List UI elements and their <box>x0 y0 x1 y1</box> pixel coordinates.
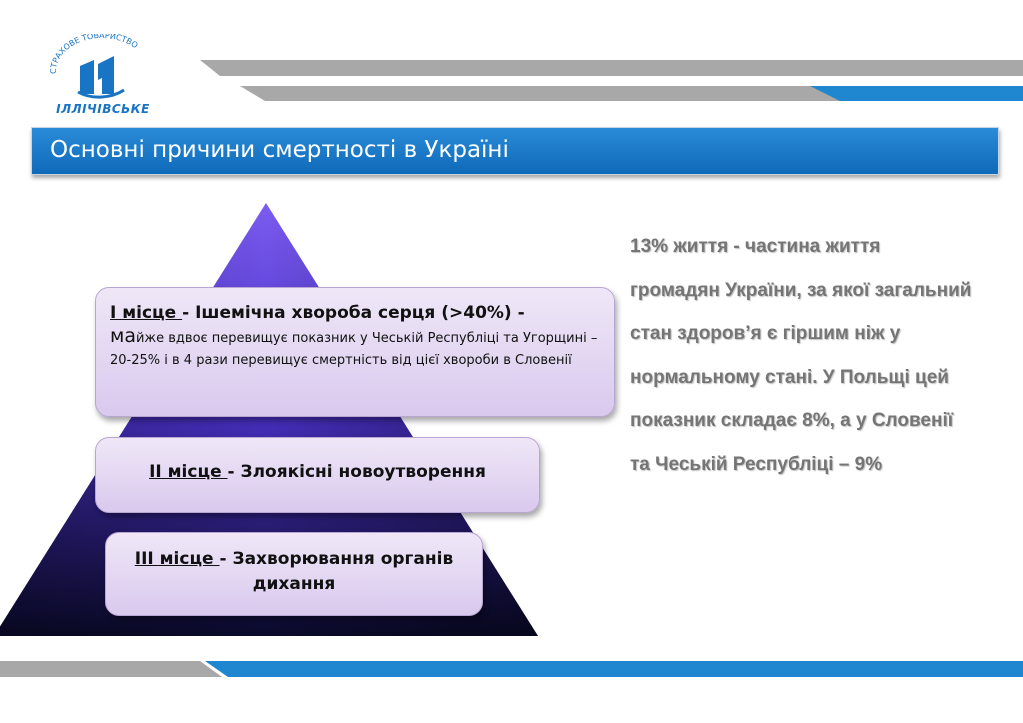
aside-text: 13% життя - частина життя громадян України, за якої загальний стан здоров’я є гіршим ніж у нормальному стані. У Польщі цей показник складає 8%, а у Словенії та Чеській Республіці – 9% <box>630 236 972 475</box>
footer-stripe-blue <box>205 661 1023 677</box>
rank-1-label: І місце <box>110 303 183 323</box>
rank-2-label: ІІ місце <box>149 462 228 482</box>
rank-1-text-rest: Угорщині – 20-25% і в 4 рази перевищує смертність від цієї хвороби в Словенії <box>110 331 598 368</box>
logo-name: ІЛЛІЧІВСЬКЕ <box>56 102 150 116</box>
rank-2-heading: - Злоякісні новоутворення <box>227 462 486 482</box>
rank-1-lead: ма <box>110 325 136 347</box>
rank-1-heading: - Ішемічна хвороба серця (>40%) <box>182 303 512 323</box>
rank-1-text-line1: йже вдвоє перевищує показник у Чеській Республіці та <box>135 331 519 346</box>
page-title: Основні причини смертності в Україні <box>50 137 509 163</box>
rank-1-dash: - <box>511 303 525 323</box>
footer-stripe-gray <box>0 661 222 677</box>
logo-arc-text: СТРАХОВЕ ТОВАРИСТВО <box>48 34 140 75</box>
rank-3-label: ІІІ місце <box>134 549 220 569</box>
rank-3-heading: - Захворювання органів дихання <box>219 549 454 594</box>
